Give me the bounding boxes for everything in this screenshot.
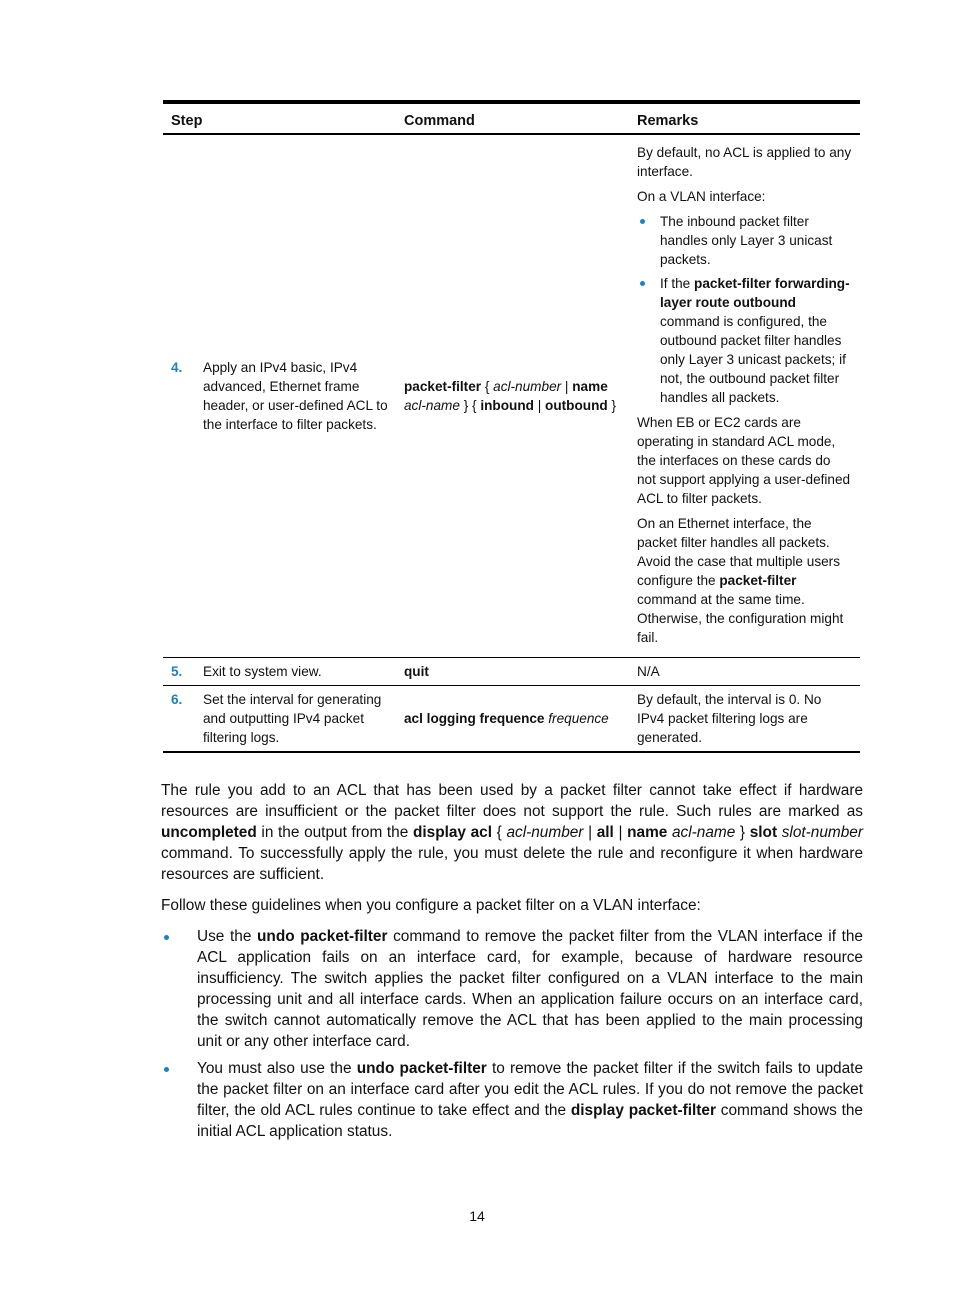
command-keyword: name bbox=[572, 379, 608, 394]
keyword: uncompleted bbox=[161, 824, 257, 841]
text-run: to remove the packet filter if the switch fails to update the packet filter on an interface card after you edit the ACL rules. If you do not remove the packet filter, the old ACL rules continue to take effect and the bbox=[197, 1060, 863, 1119]
header-command: Command bbox=[396, 102, 629, 134]
command-text: } { bbox=[459, 398, 481, 413]
command-argument: frequence bbox=[548, 711, 609, 726]
command-text: { bbox=[481, 379, 494, 394]
text-run: The rule you add to an ACL that has been used by a packet filter cannot take effect if hardware resources are insufficient or the packet filter does not support the rule. Such rules are marked as bbox=[161, 782, 863, 820]
step-number: 5. bbox=[171, 664, 183, 679]
paragraph: Follow these guidelines when you configure a packet filter on a VLAN interface: bbox=[161, 897, 701, 914]
command-keyword: outbound bbox=[545, 398, 608, 413]
keyword: display acl bbox=[412, 824, 493, 841]
header-step: Step bbox=[163, 102, 396, 134]
remark-list bbox=[637, 212, 852, 407]
argument: slot-number bbox=[781, 824, 863, 841]
paragraph bbox=[161, 780, 863, 885]
command-keyword: packet-filter bbox=[404, 379, 482, 394]
table-row bbox=[163, 658, 860, 686]
remark-text: If the bbox=[660, 276, 695, 291]
keyword: undo packet-filter bbox=[356, 1060, 487, 1077]
remarks-cell: N/A bbox=[637, 664, 660, 679]
command-keyword: acl logging frequence bbox=[404, 711, 545, 726]
keyword: undo packet-filter bbox=[257, 928, 388, 945]
command-argument: acl-name bbox=[404, 398, 460, 413]
body-text bbox=[161, 780, 863, 1148]
remark-text: On an Ethernet interface, the packet filter handles all packets. Avoid the case that multiple users configure the bbox=[637, 516, 841, 588]
remark-paragraph bbox=[637, 514, 852, 647]
text-run: in the output from the bbox=[256, 824, 413, 841]
remarks-cell bbox=[629, 134, 860, 658]
table-row bbox=[163, 134, 860, 658]
step-description: Apply an IPv4 basic, IPv4 advanced, Ethernet frame header, or user-defined ACL to the interface to filter packets. bbox=[203, 360, 388, 432]
guideline-list bbox=[161, 926, 863, 1142]
remark-paragraph: By default, no ACL is applied to any interface. bbox=[637, 145, 852, 179]
command-text: } bbox=[607, 398, 617, 413]
remark-keyword: packet-filter forwarding-layer route outbound bbox=[660, 276, 850, 310]
command-cell bbox=[396, 658, 629, 686]
step-description: Set the interval for generating and outputting IPv4 packet filtering logs. bbox=[203, 692, 382, 745]
step-number: 6. bbox=[171, 692, 183, 707]
text-run: { bbox=[492, 824, 507, 841]
command-keyword: inbound bbox=[480, 398, 534, 413]
command-cell bbox=[396, 134, 629, 658]
remark-paragraph: When EB or EC2 cards are operating in standard ACL mode, the interfaces on these cards do not support applying a user-defined ACL to filter packets. bbox=[637, 415, 851, 506]
step-cell bbox=[163, 658, 396, 686]
remark-bullet: The inbound packet filter handles only Layer 3 unicast packets. bbox=[637, 212, 852, 269]
guideline-bullet bbox=[161, 1058, 863, 1142]
remark-text: command at the same time. Otherwise, the configuration might fail. bbox=[637, 592, 844, 645]
keyword: slot bbox=[749, 824, 778, 841]
step-cell bbox=[163, 134, 396, 658]
step-number: 4. bbox=[171, 360, 183, 375]
command-argument: acl-number bbox=[493, 379, 562, 394]
text-run: Use the bbox=[197, 928, 258, 945]
step-description: Exit to system view. bbox=[203, 664, 322, 679]
remark-text: command is configured, the outbound packet filter handles only Layer 3 unicast packets; if not, the outbound packet filter handles all packets. bbox=[660, 314, 846, 405]
keyword: name bbox=[627, 824, 668, 841]
command-text: | bbox=[533, 398, 546, 413]
text-run: | bbox=[583, 824, 597, 841]
command-keyword: quit bbox=[404, 664, 429, 679]
page-number: 14 bbox=[469, 1208, 485, 1224]
remark-bullet bbox=[637, 274, 852, 407]
table-row bbox=[163, 686, 860, 753]
table-header-row bbox=[163, 102, 860, 134]
step-cell bbox=[163, 686, 396, 753]
text-run: | bbox=[613, 824, 628, 841]
guideline-bullet bbox=[161, 926, 863, 1052]
text-run: You must also use the bbox=[197, 1060, 357, 1077]
argument: acl-name bbox=[671, 824, 736, 841]
remarks-cell: By default, the interval is 0. No IPv4 packet filtering logs are generated. bbox=[637, 692, 822, 745]
keyword: all bbox=[596, 824, 614, 841]
text-run: command shows the initial ACL application status. bbox=[197, 1102, 863, 1140]
text-run: } bbox=[735, 824, 750, 841]
header-remarks: Remarks bbox=[629, 102, 860, 134]
remark-keyword: packet-filter bbox=[719, 573, 797, 588]
command-text: | bbox=[561, 379, 573, 394]
remark-paragraph: On a VLAN interface: bbox=[637, 189, 766, 204]
text-run: command to remove the packet filter from the VLAN interface if the ACL application fails on an interface card, for example, because of hardware resource insufficiency. The switch applies the packet filter configured on a VLAN interface to the main processing unit and all interface cards. When an application failure occurs on an interface card, the switch cannot automatically remove the ACL that has been applied to the main processing unit or any other interface card. bbox=[197, 928, 863, 1050]
text-run: command. To successfully apply the rule, you must delete the rule and reconfigure it when hardware resources are sufficient. bbox=[161, 845, 863, 883]
argument: acl-number bbox=[506, 824, 584, 841]
keyword: display packet-filter bbox=[570, 1102, 716, 1119]
command-cell bbox=[396, 686, 629, 753]
configuration-steps-table bbox=[163, 100, 860, 753]
